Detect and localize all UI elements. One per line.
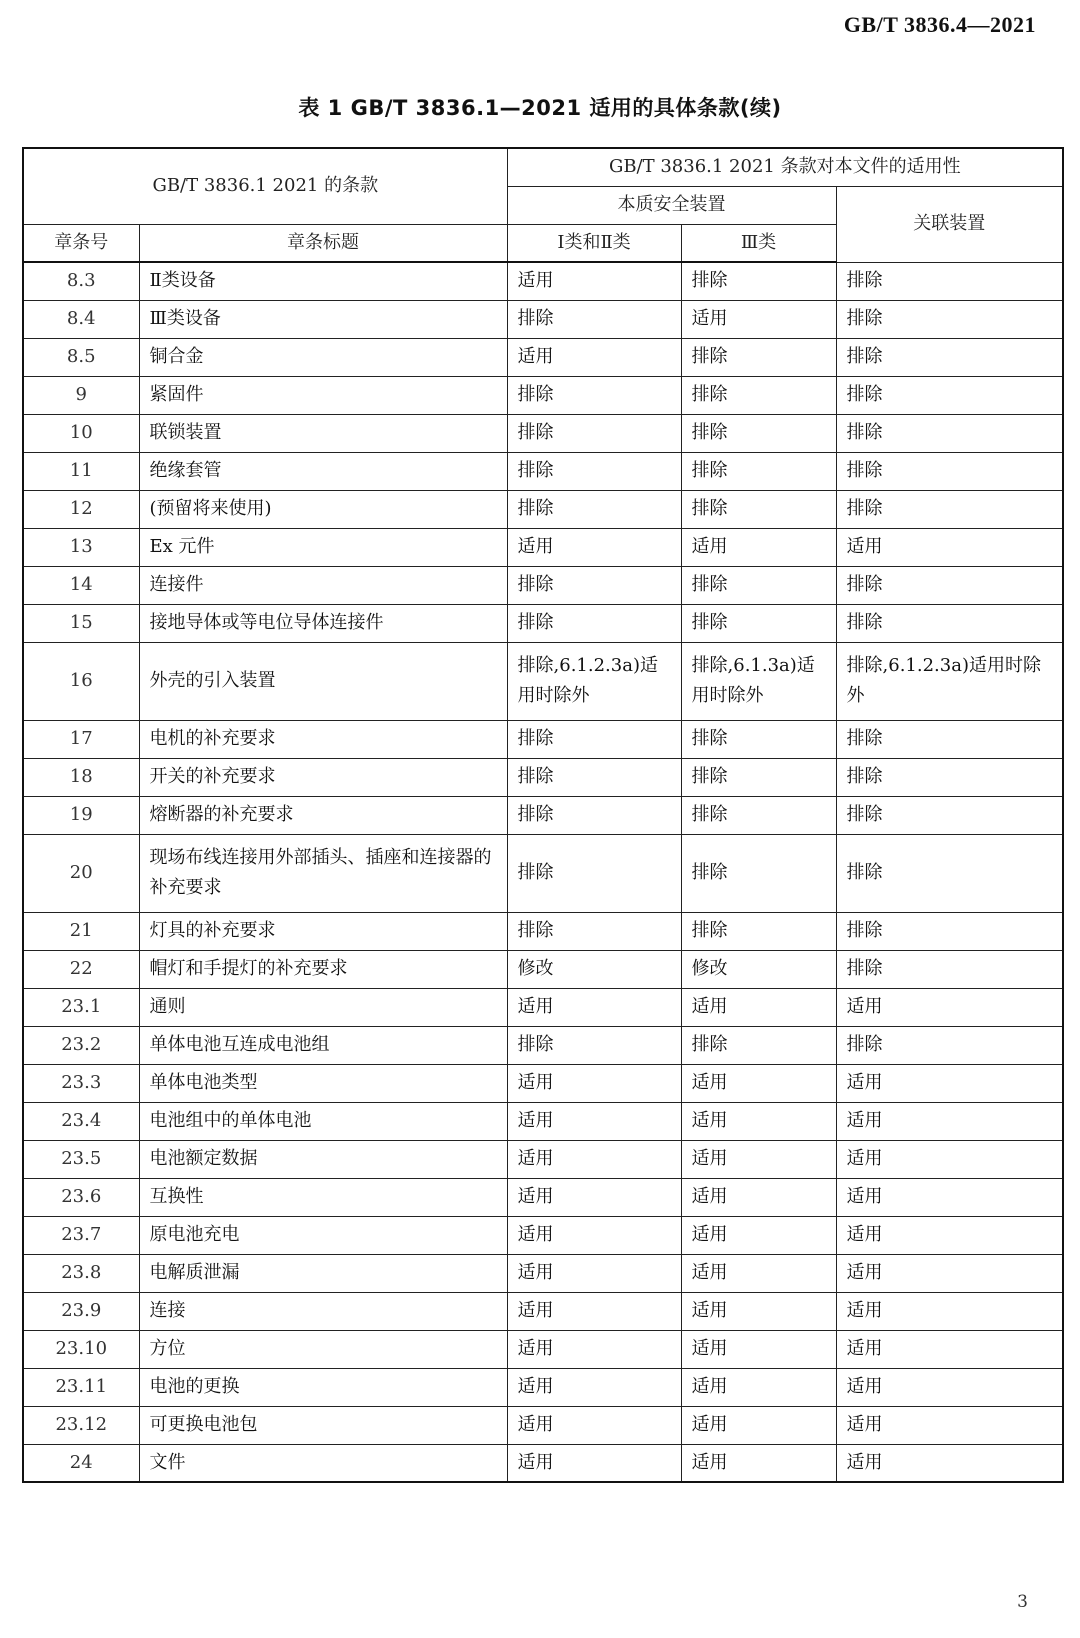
class-1-2-applicability-cell: 适用 xyxy=(507,1330,681,1368)
clause-number-cell: 9 xyxy=(23,376,139,414)
clause-title-cell: 单体电池互连成电池组 xyxy=(139,1026,507,1064)
class-1-2-applicability-cell: 排除 xyxy=(507,834,681,912)
class-1-2-applicability-cell: 排除 xyxy=(507,452,681,490)
table-row xyxy=(23,1368,1063,1406)
class-1-2-applicability-cell: 排除 xyxy=(507,490,681,528)
clause-number-cell: 8.3 xyxy=(23,262,139,300)
header-row-1 xyxy=(23,148,1063,186)
clause-title-cell: 连接件 xyxy=(139,566,507,604)
clause-number-cell: 8.4 xyxy=(23,300,139,338)
clause-title-cell: 单体电池类型 xyxy=(139,1064,507,1102)
class-1-2-applicability-cell: 适用 xyxy=(507,988,681,1026)
associated-applicability-cell: 排除 xyxy=(836,452,1063,490)
class-1-2-applicability-cell: 排除 xyxy=(507,566,681,604)
associated-applicability-cell: 适用 xyxy=(836,1178,1063,1216)
clause-title-cell: 灯具的补充要求 xyxy=(139,912,507,950)
table-row xyxy=(23,376,1063,414)
class-3-applicability-cell: 排除 xyxy=(681,834,836,912)
clause-number-cell: 18 xyxy=(23,758,139,796)
header-clause-number: 章条号 xyxy=(23,224,139,262)
clause-number-cell: 23.4 xyxy=(23,1102,139,1140)
associated-applicability-cell: 适用 xyxy=(836,1102,1063,1140)
clause-number-cell: 23.1 xyxy=(23,988,139,1026)
associated-applicability-cell: 适用 xyxy=(836,1444,1063,1482)
class-3-applicability-cell: 适用 xyxy=(681,1064,836,1102)
class-1-2-applicability-cell: 适用 xyxy=(507,338,681,376)
clause-number-cell: 23.11 xyxy=(23,1368,139,1406)
class-3-applicability-cell: 排除 xyxy=(681,1026,836,1064)
table-row xyxy=(23,1330,1063,1368)
table-row xyxy=(23,1254,1063,1292)
associated-applicability-cell: 排除 xyxy=(836,604,1063,642)
header-clause-group: GB/T 3836.1 2021 的条款 xyxy=(23,148,507,224)
class-1-2-applicability-cell: 排除,6.1.2.3a)适用时除外 xyxy=(507,642,681,720)
clause-number-cell: 11 xyxy=(23,452,139,490)
class-3-applicability-cell: 适用 xyxy=(681,1406,836,1444)
class-3-applicability-cell: 修改 xyxy=(681,950,836,988)
clause-title-cell: 电机的补充要求 xyxy=(139,720,507,758)
table-row xyxy=(23,950,1063,988)
table-row xyxy=(23,758,1063,796)
table-row xyxy=(23,642,1063,720)
table-row xyxy=(23,1216,1063,1254)
table-row xyxy=(23,528,1063,566)
clause-number-cell: 8.5 xyxy=(23,338,139,376)
clause-title-cell: Ⅱ类设备 xyxy=(139,262,507,300)
clause-number-cell: 21 xyxy=(23,912,139,950)
clause-title-cell: 绝缘套管 xyxy=(139,452,507,490)
table-row xyxy=(23,604,1063,642)
class-3-applicability-cell: 适用 xyxy=(681,300,836,338)
table-head xyxy=(23,148,1063,262)
class-1-2-applicability-cell: 适用 xyxy=(507,1368,681,1406)
class-3-applicability-cell: 排除 xyxy=(681,796,836,834)
class-3-applicability-cell: 适用 xyxy=(681,1102,836,1140)
clause-title-cell: 电解质泄漏 xyxy=(139,1254,507,1292)
associated-applicability-cell: 排除 xyxy=(836,912,1063,950)
associated-applicability-cell: 排除 xyxy=(836,262,1063,300)
clause-number-cell: 23.10 xyxy=(23,1330,139,1368)
associated-applicability-cell: 排除 xyxy=(836,796,1063,834)
class-3-applicability-cell: 适用 xyxy=(681,1140,836,1178)
clause-title-cell: 帽灯和手提灯的补充要求 xyxy=(139,950,507,988)
clause-number-cell: 12 xyxy=(23,490,139,528)
class-3-applicability-cell: 排除 xyxy=(681,262,836,300)
class-1-2-applicability-cell: 适用 xyxy=(507,1254,681,1292)
class-1-2-applicability-cell: 适用 xyxy=(507,1406,681,1444)
clause-number-cell: 14 xyxy=(23,566,139,604)
class-1-2-applicability-cell: 适用 xyxy=(507,1102,681,1140)
header-class-3: Ⅲ类 xyxy=(681,224,836,262)
table-row xyxy=(23,1102,1063,1140)
table-row xyxy=(23,262,1063,300)
class-3-applicability-cell: 适用 xyxy=(681,1444,836,1482)
class-1-2-applicability-cell: 排除 xyxy=(507,376,681,414)
table-row xyxy=(23,414,1063,452)
associated-applicability-cell: 适用 xyxy=(836,1368,1063,1406)
class-3-applicability-cell: 排除 xyxy=(681,490,836,528)
clause-title-cell: 文件 xyxy=(139,1444,507,1482)
class-1-2-applicability-cell: 排除 xyxy=(507,1026,681,1064)
class-3-applicability-cell: 排除 xyxy=(681,338,836,376)
associated-applicability-cell: 适用 xyxy=(836,1292,1063,1330)
associated-applicability-cell: 排除 xyxy=(836,950,1063,988)
table-row xyxy=(23,1444,1063,1482)
class-3-applicability-cell: 排除,6.1.3a)适用时除外 xyxy=(681,642,836,720)
class-3-applicability-cell: 排除 xyxy=(681,414,836,452)
table-row xyxy=(23,720,1063,758)
associated-applicability-cell: 排除 xyxy=(836,720,1063,758)
clause-number-cell: 23.9 xyxy=(23,1292,139,1330)
class-1-2-applicability-cell: 适用 xyxy=(507,1216,681,1254)
clause-title-cell: 紧固件 xyxy=(139,376,507,414)
table-row xyxy=(23,490,1063,528)
clause-number-cell: 23.3 xyxy=(23,1064,139,1102)
class-3-applicability-cell: 适用 xyxy=(681,1254,836,1292)
associated-applicability-cell: 适用 xyxy=(836,1406,1063,1444)
table-caption: 表 1 GB/T 3836.1—2021 适用的具体条款(续) xyxy=(298,96,782,120)
clause-title-cell: 外壳的引入装置 xyxy=(139,642,507,720)
class-3-applicability-cell: 适用 xyxy=(681,1292,836,1330)
clause-number-cell: 24 xyxy=(23,1444,139,1482)
class-1-2-applicability-cell: 适用 xyxy=(507,1178,681,1216)
associated-applicability-cell: 适用 xyxy=(836,528,1063,566)
table-body xyxy=(23,262,1063,1482)
class-1-2-applicability-cell: 适用 xyxy=(507,1444,681,1482)
clause-number-cell: 16 xyxy=(23,642,139,720)
class-1-2-applicability-cell: 排除 xyxy=(507,758,681,796)
class-1-2-applicability-cell: 修改 xyxy=(507,950,681,988)
associated-applicability-cell: 适用 xyxy=(836,988,1063,1026)
clause-number-cell: 22 xyxy=(23,950,139,988)
clause-title-cell: 铜合金 xyxy=(139,338,507,376)
clause-number-cell: 13 xyxy=(23,528,139,566)
class-1-2-applicability-cell: 适用 xyxy=(507,1140,681,1178)
table-row xyxy=(23,912,1063,950)
class-1-2-applicability-cell: 适用 xyxy=(507,1292,681,1330)
header-intrinsic-group: 本质安全装置 xyxy=(507,186,836,224)
clause-title-cell: 可更换电池包 xyxy=(139,1406,507,1444)
associated-applicability-cell: 适用 xyxy=(836,1064,1063,1102)
table-row xyxy=(23,1064,1063,1102)
table-row xyxy=(23,1178,1063,1216)
class-3-applicability-cell: 排除 xyxy=(681,452,836,490)
clause-title-cell: 互换性 xyxy=(139,1178,507,1216)
class-3-applicability-cell: 排除 xyxy=(681,376,836,414)
class-3-applicability-cell: 适用 xyxy=(681,1368,836,1406)
table-row xyxy=(23,1140,1063,1178)
table-row xyxy=(23,452,1063,490)
clause-title-cell: Ex 元件 xyxy=(139,528,507,566)
header-applicability-group: GB/T 3836.1 2021 条款对本文件的适用性 xyxy=(507,148,1063,186)
associated-applicability-cell: 适用 xyxy=(836,1254,1063,1292)
clause-title-cell: 通则 xyxy=(139,988,507,1026)
clause-title-cell: 方位 xyxy=(139,1330,507,1368)
class-1-2-applicability-cell: 适用 xyxy=(507,528,681,566)
associated-applicability-cell: 排除,6.1.2.3a)适用时除外 xyxy=(836,642,1063,720)
associated-applicability-cell: 适用 xyxy=(836,1140,1063,1178)
class-3-applicability-cell: 适用 xyxy=(681,1330,836,1368)
clause-title-cell: 连接 xyxy=(139,1292,507,1330)
class-1-2-applicability-cell: 排除 xyxy=(507,912,681,950)
table-row xyxy=(23,834,1063,912)
clause-number-cell: 23.8 xyxy=(23,1254,139,1292)
class-3-applicability-cell: 排除 xyxy=(681,912,836,950)
associated-applicability-cell: 排除 xyxy=(836,566,1063,604)
class-1-2-applicability-cell: 排除 xyxy=(507,414,681,452)
clause-title-cell: 接地导体或等电位导体连接件 xyxy=(139,604,507,642)
associated-applicability-cell: 适用 xyxy=(836,1216,1063,1254)
clause-number-cell: 15 xyxy=(23,604,139,642)
clause-number-cell: 10 xyxy=(23,414,139,452)
clause-number-cell: 19 xyxy=(23,796,139,834)
clause-title-cell: 原电池充电 xyxy=(139,1216,507,1254)
clause-number-cell: 23.12 xyxy=(23,1406,139,1444)
standard-number-header: GB/T 3836.4—2021 xyxy=(843,12,1036,37)
clause-title-cell: 熔断器的补充要求 xyxy=(139,796,507,834)
clause-number-cell: 23.5 xyxy=(23,1140,139,1178)
clause-title-cell: 电池的更换 xyxy=(139,1368,507,1406)
clause-number-cell: 23.7 xyxy=(23,1216,139,1254)
class-1-2-applicability-cell: 排除 xyxy=(507,720,681,758)
clause-title-cell: (预留将来使用) xyxy=(139,490,507,528)
class-1-2-applicability-cell: 排除 xyxy=(507,300,681,338)
associated-applicability-cell: 排除 xyxy=(836,376,1063,414)
table-row xyxy=(23,1406,1063,1444)
class-3-applicability-cell: 适用 xyxy=(681,1178,836,1216)
class-3-applicability-cell: 排除 xyxy=(681,758,836,796)
associated-applicability-cell: 排除 xyxy=(836,300,1063,338)
clause-title-cell: 联锁装置 xyxy=(139,414,507,452)
clause-title-cell: 电池组中的单体电池 xyxy=(139,1102,507,1140)
associated-applicability-cell: 排除 xyxy=(836,1026,1063,1064)
class-1-2-applicability-cell: 排除 xyxy=(507,604,681,642)
class-1-2-applicability-cell: 排除 xyxy=(507,796,681,834)
applicability-table-container xyxy=(22,147,1062,1483)
clause-number-cell: 17 xyxy=(23,720,139,758)
table-row xyxy=(23,1292,1063,1330)
clause-number-cell: 20 xyxy=(23,834,139,912)
clause-number-cell: 23.2 xyxy=(23,1026,139,1064)
class-1-2-applicability-cell: 适用 xyxy=(507,262,681,300)
table-row xyxy=(23,338,1063,376)
class-3-applicability-cell: 排除 xyxy=(681,604,836,642)
class-3-applicability-cell: 适用 xyxy=(681,528,836,566)
clause-title-cell: 电池额定数据 xyxy=(139,1140,507,1178)
header-clause-title: 章条标题 xyxy=(139,224,507,262)
associated-applicability-cell: 排除 xyxy=(836,490,1063,528)
class-3-applicability-cell: 排除 xyxy=(681,566,836,604)
page-number: 3 xyxy=(1017,1592,1028,1612)
associated-applicability-cell: 排除 xyxy=(836,834,1063,912)
associated-applicability-cell: 排除 xyxy=(836,414,1063,452)
class-1-2-applicability-cell: 适用 xyxy=(507,1064,681,1102)
table-row xyxy=(23,796,1063,834)
class-3-applicability-cell: 排除 xyxy=(681,720,836,758)
clause-title-cell: 开关的补充要求 xyxy=(139,758,507,796)
clause-title-cell: Ⅲ类设备 xyxy=(139,300,507,338)
header-class-1-2: Ⅰ类和Ⅱ类 xyxy=(507,224,681,262)
table-row xyxy=(23,566,1063,604)
applicability-table xyxy=(22,147,1064,1483)
clause-number-cell: 23.6 xyxy=(23,1178,139,1216)
class-3-applicability-cell: 适用 xyxy=(681,988,836,1026)
associated-applicability-cell: 排除 xyxy=(836,758,1063,796)
associated-applicability-cell: 适用 xyxy=(836,1330,1063,1368)
table-row xyxy=(23,988,1063,1026)
associated-applicability-cell: 排除 xyxy=(836,338,1063,376)
clause-title-cell: 现场布线连接用外部插头、插座和连接器的补充要求 xyxy=(139,834,507,912)
header-associated-apparatus: 关联装置 xyxy=(836,186,1063,262)
table-row xyxy=(23,1026,1063,1064)
table-row xyxy=(23,300,1063,338)
class-3-applicability-cell: 适用 xyxy=(681,1216,836,1254)
